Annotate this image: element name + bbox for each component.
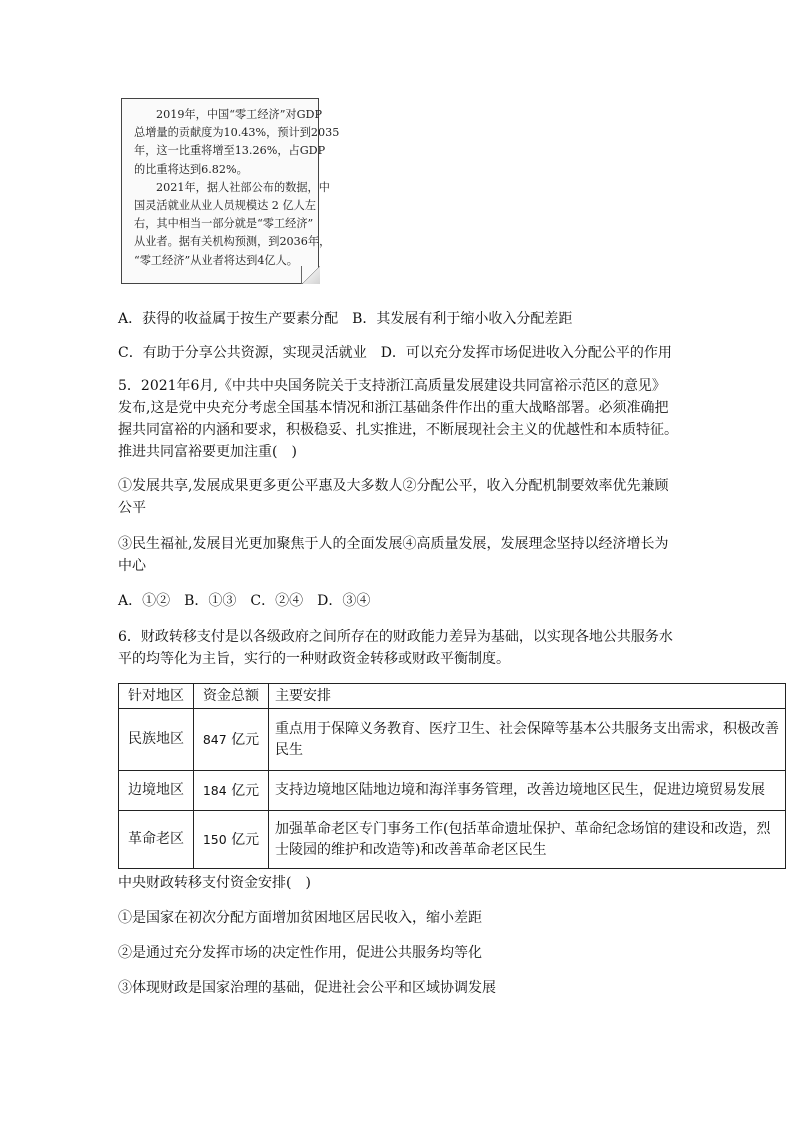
table-header-row bbox=[119, 684, 786, 709]
q5-items-line: 中心 bbox=[118, 558, 146, 574]
news-excerpt-card bbox=[121, 98, 340, 284]
table-header-cell: 主要安排 bbox=[269, 684, 786, 709]
arrangement-cell: 支持边境地区陆地边境和海洋事务管理，改善边境地区民生，促进边境贸易发展 bbox=[269, 771, 786, 811]
note-line: 年，这一比重将增至13.26%，占GDP bbox=[134, 144, 326, 158]
q5-stem-line: 5．2021年6月,《中共中央国务院关于支持浙江高质量发展建设共同富裕示范区的意见》 bbox=[118, 378, 666, 394]
region-cell: 革命老区 bbox=[119, 811, 194, 869]
q5-stem-line: 推进共同富裕要更加注重( ) bbox=[118, 444, 297, 460]
amount-number: 847 bbox=[202, 731, 227, 747]
note-line: 国灵活就业从业人员规模达 2 亿人左 bbox=[134, 199, 317, 213]
note-line: “零工经济”从业者将达到4亿人。 bbox=[134, 253, 298, 267]
note-line: 右，其中相当一部分就是“零工经济” bbox=[134, 217, 314, 231]
q6-item: ③体现财政是国家治理的基础，促进社会公平和区域协调发展 bbox=[118, 980, 496, 996]
region-cell: 边境地区 bbox=[119, 771, 194, 811]
amount-unit: 亿元 bbox=[231, 831, 260, 848]
q6-stem-line: 平的均等化为主旨，实行的一种财政资金转移或财政平衡制度。 bbox=[118, 651, 510, 667]
note-line: 2021年，据人社部公布的数据，中 bbox=[156, 180, 330, 194]
q5-items-line: ①发展共享,发展成果更多更公平惠及大多数人②分配公平，收入分配机制要效率优先兼顾 bbox=[118, 478, 669, 494]
amount-number: 184 bbox=[202, 782, 227, 798]
note-line: 的比重将达到6.82%。 bbox=[134, 162, 248, 176]
q5-items-line: 公平 bbox=[118, 500, 146, 516]
amount-cell bbox=[194, 709, 269, 771]
table-header-cell: 针对地区 bbox=[119, 684, 194, 709]
q5-stem-line: 发布,这是党中央充分考虑全国基本情况和浙江基础条件作出的重大战略部署。必须准确把 bbox=[118, 400, 669, 416]
amount-cell bbox=[194, 771, 269, 811]
note-line: 从业者。据有关机构预测，到2036年， bbox=[134, 235, 331, 249]
table-row bbox=[119, 771, 786, 811]
arrangement-cell: 重点用于保障义务教育、医疗卫生、社会保障等基本公共服务支出需求，积极改善民生 bbox=[269, 709, 786, 771]
note-line: 2019年，中国“零工经济”对GDP bbox=[156, 108, 323, 121]
amount-number: 150 bbox=[202, 831, 227, 847]
amount-unit: 亿元 bbox=[231, 782, 260, 799]
q4-options-ab: A．获得的收益属于按生产要素分配 B．其发展有利于缩小收入分配差距 bbox=[118, 311, 573, 327]
q5-stem-line: 握共同富裕的内涵和要求，积极稳妥、扎实推进，不断展现社会主义的优越性和本质特征。 bbox=[118, 422, 678, 438]
table-row bbox=[119, 709, 786, 771]
q5-items-line: ③民生福祉,发展目光更加聚焦于人的全面发展④高质量发展，发展理念坚持以经济增长为 bbox=[118, 536, 669, 552]
q5-options: A．①② B．①③ C．②④ D．③④ bbox=[118, 593, 371, 609]
q6-question: 中央财政转移支付资金安排( ) bbox=[118, 875, 311, 891]
amount-cell bbox=[194, 811, 269, 869]
transfer-payment-table bbox=[118, 683, 786, 869]
table-header-cell: 资金总额 bbox=[194, 684, 269, 709]
q6-stem-line: 6．财政转移支付是以各级政府之间所存在的财政能力差异为基础，以实现各地公共服务水 bbox=[118, 629, 673, 645]
q6-item: ②是通过充分发挥市场的决定性作用，促进公共服务均等化 bbox=[118, 945, 482, 961]
region-cell: 民族地区 bbox=[119, 709, 194, 771]
table-row bbox=[119, 811, 786, 869]
page-curl-icon bbox=[301, 266, 320, 284]
q6-item: ①是国家在初次分配方面增加贫困地区居民收入，缩小差距 bbox=[118, 910, 482, 926]
q4-options-cd: C．有助于分享公共资源，实现灵活就业 D．可以充分发挥市场促进收入分配公平的作用 bbox=[118, 345, 672, 361]
note-line: 总增量的贡献度为10.43%，预计到2035 bbox=[134, 126, 340, 140]
arrangement-cell: 加强革命老区专门事务工作(包括革命遗址保护、革命纪念场馆的建设和改造，烈士陵园的维护和改造等)和改善革命老区民生 bbox=[269, 811, 786, 869]
amount-unit: 亿元 bbox=[231, 731, 260, 748]
